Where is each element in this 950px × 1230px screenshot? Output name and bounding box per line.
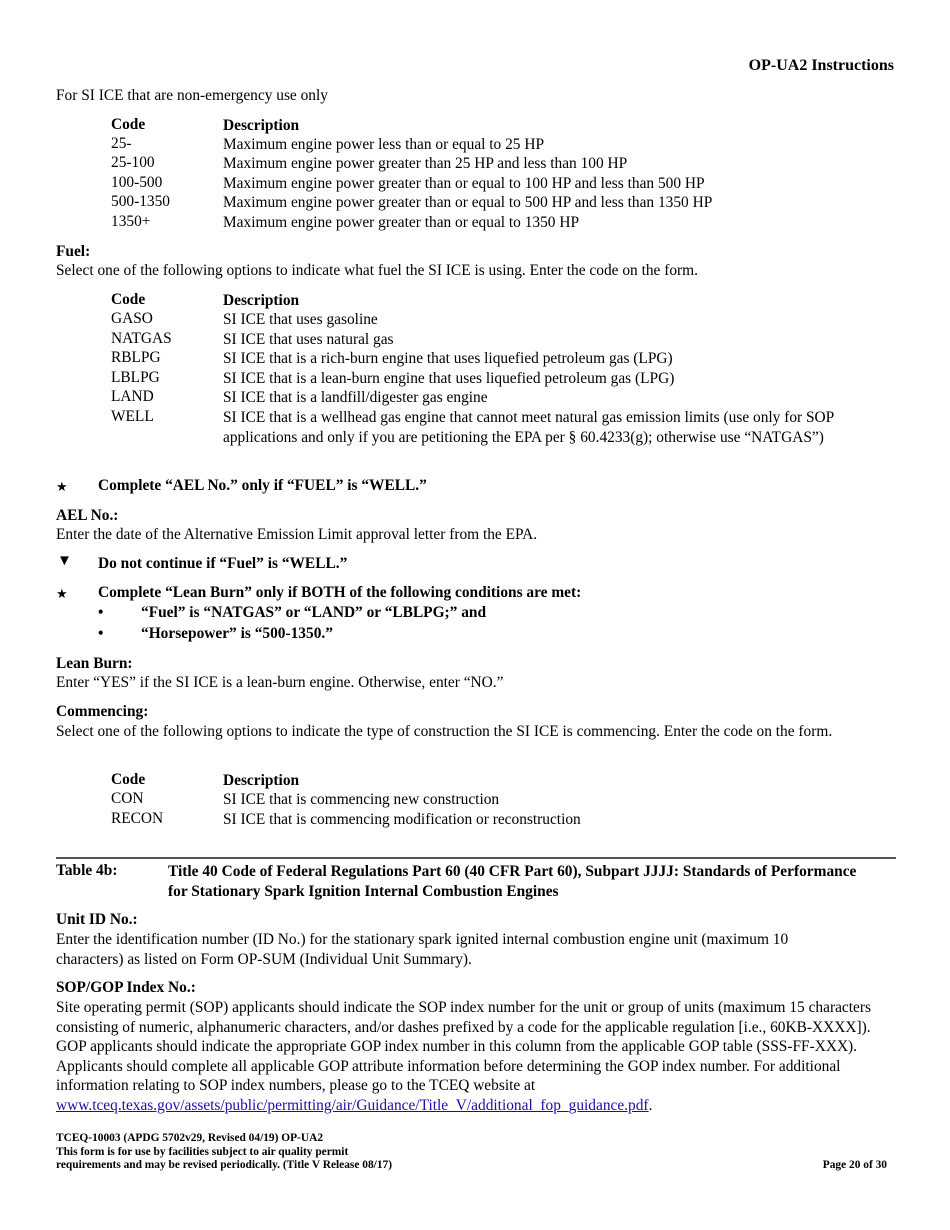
commencing-text: Select one of the following options to indicate the type of construction the SI ICE is commencing. Enter the code on the form. [56,723,833,740]
sop-tail: . [648,1096,653,1114]
fuel-text: Select one of the following options to indicate what fuel the SI ICE is using. Enter the code on the form. [56,262,698,279]
table-row-desc: Maximum engine power greater than 25 HP and less than 100 HP [223,155,628,172]
ael-heading: AEL No.: [56,507,119,524]
table-row-code: WELL [111,408,154,425]
table-row-code: 25- [111,135,132,152]
table-row-desc: SI ICE that is commencing modification or reconstruction [223,811,581,828]
hp-col-code: Code [111,116,146,133]
table-row-desc: SI ICE that is commencing new construction [223,791,500,808]
commencing-col-desc: Description [223,772,300,789]
table-row-desc: Maximum engine power greater than or equal to 100 HP and less than 500 HP [223,175,705,192]
table-row-desc: SI ICE that uses natural gas [223,331,394,348]
sop-text [56,998,886,1115]
table-row-code: 1350+ [111,213,151,230]
footer-line: requirements and may be revised periodically. (Title V Release 08/17) [56,1159,393,1171]
table-row-desc: SI ICE that is a lean-burn engine that uses liquefied petroleum gas (LPG) [223,370,675,387]
footer-form-info [56,1132,392,1173]
ael-text: Enter the date of the Alternative Emission Limit approval letter from the EPA. [56,526,538,543]
sop-heading: SOP/GOP Index No.: [56,979,196,996]
star-icon: ★ [56,479,68,494]
table-row-code: NATGAS [111,330,172,347]
commencing-heading: Commencing: [56,703,149,720]
table-row-code: LBLPG [111,369,160,386]
table-row-code: 500-1350 [111,193,170,210]
bullet-icon: • [98,604,104,621]
section-divider [56,857,896,859]
table-row-code: 100-500 [111,174,163,191]
table-row-code: CON [111,790,144,807]
table-row-desc: SI ICE that uses gasoline [223,311,378,328]
table-row-code: RBLPG [111,349,161,366]
table4b-label: Table 4b: [56,862,118,879]
note-lean: Complete “Lean Burn” only if BOTH of the following conditions are met: [98,584,582,601]
table-row-code: 25-100 [111,154,155,171]
footer-line: TCEQ-10003 (APDG 5702v29, Revised 04/19) OP-UA2 [56,1132,324,1144]
fuel-col-desc: Description [223,292,300,309]
table-row-desc: SI ICE that is a landfill/digester gas engine [223,389,488,406]
table-row-desc: Maximum engine power greater than or equal to 1350 HP [223,214,580,231]
note-ael: Complete “AEL No.” only if “FUEL” is “WELL.” [98,477,427,494]
hp-col-desc: Description [223,117,300,134]
table-row-desc: Maximum engine power greater than or equal to 500 HP and less than 1350 HP [223,194,713,211]
triangle-down-icon: ▼ [57,553,72,569]
lean-condition: “Fuel” is “NATGAS” or “LAND” or “LBLPG;” and [141,604,487,621]
lean-condition: “Horsepower” is “500-1350.” [141,625,333,642]
table-row-code: GASO [111,310,153,327]
table-row-desc: SI ICE that is a rich-burn engine that uses liquefied petroleum gas (LPG) [223,350,673,367]
table-row-desc: Maximum engine power less than or equal to 25 HP [223,136,545,153]
unit-id-text: Enter the identification number (ID No.) for the stationary spark ignited internal combustion engine unit (maximum 10 characters) as listed on Form OP-SUM (Individual Unit Summary). [56,931,789,968]
hp-intro: For SI ICE that are non-emergency use only [56,87,328,104]
fuel-col-code: Code [111,291,146,308]
table4b-title: Title 40 Code of Federal Regulations Part 60 (40 CFR Part 60), Subpart JJJJ: Standards of Performance for Stationary Spark Ignition Internal Combustion Engines [168,863,857,900]
lean-heading: Lean Burn: [56,655,133,672]
page-number: Page 20 of 30 [822,1159,887,1171]
sop-body: Site operating permit (SOP) applicants should indicate the SOP index number for the unit or group of units (maximum 15 characters consisting of numeric, alphanumeric characters, and/or dashes prefixed by a code for the applicable regulation [i.e., 60KB-XXXX]). GOP applicants should indicate the appropriate GOP index number in this column from the applicable GOP table (SSS-FF-XXX). Applicants should complete all applicable GOP attribute information before determining the GOP index number. For additional information relating to SOP index numbers, please go to the TCEQ website at [56,999,871,1094]
note-stop: Do not continue if “Fuel” is “WELL.” [98,555,348,572]
table-row-desc: SI ICE that is a wellhead gas engine that cannot meet natural gas emission limits (use only for SOP applications and only if you are petitioning the EPA per § 60.4233(g); otherwise use “NATGAS”) [223,409,834,446]
lean-text: Enter “YES” if the SI ICE is a lean-burn engine. Otherwise, enter “NO.” [56,674,504,691]
footer-line: This form is for use by facilities subject to air quality permit [56,1145,349,1158]
unit-id-heading: Unit ID No.: [56,911,138,928]
guidance-link[interactable]: www.tceq.texas.gov/assets/public/permitting/air/Guidance/Title_V/additional_fop_guidance.pdf [56,1096,649,1114]
star-icon: ★ [56,586,68,601]
fuel-heading: Fuel: [56,243,91,260]
bullet-icon: • [98,625,104,642]
commencing-col-code: Code [111,771,146,788]
table-row-code: RECON [111,810,164,827]
page-header-title: OP-UA2 Instructions [748,57,894,74]
table-row-code: LAND [111,388,154,405]
